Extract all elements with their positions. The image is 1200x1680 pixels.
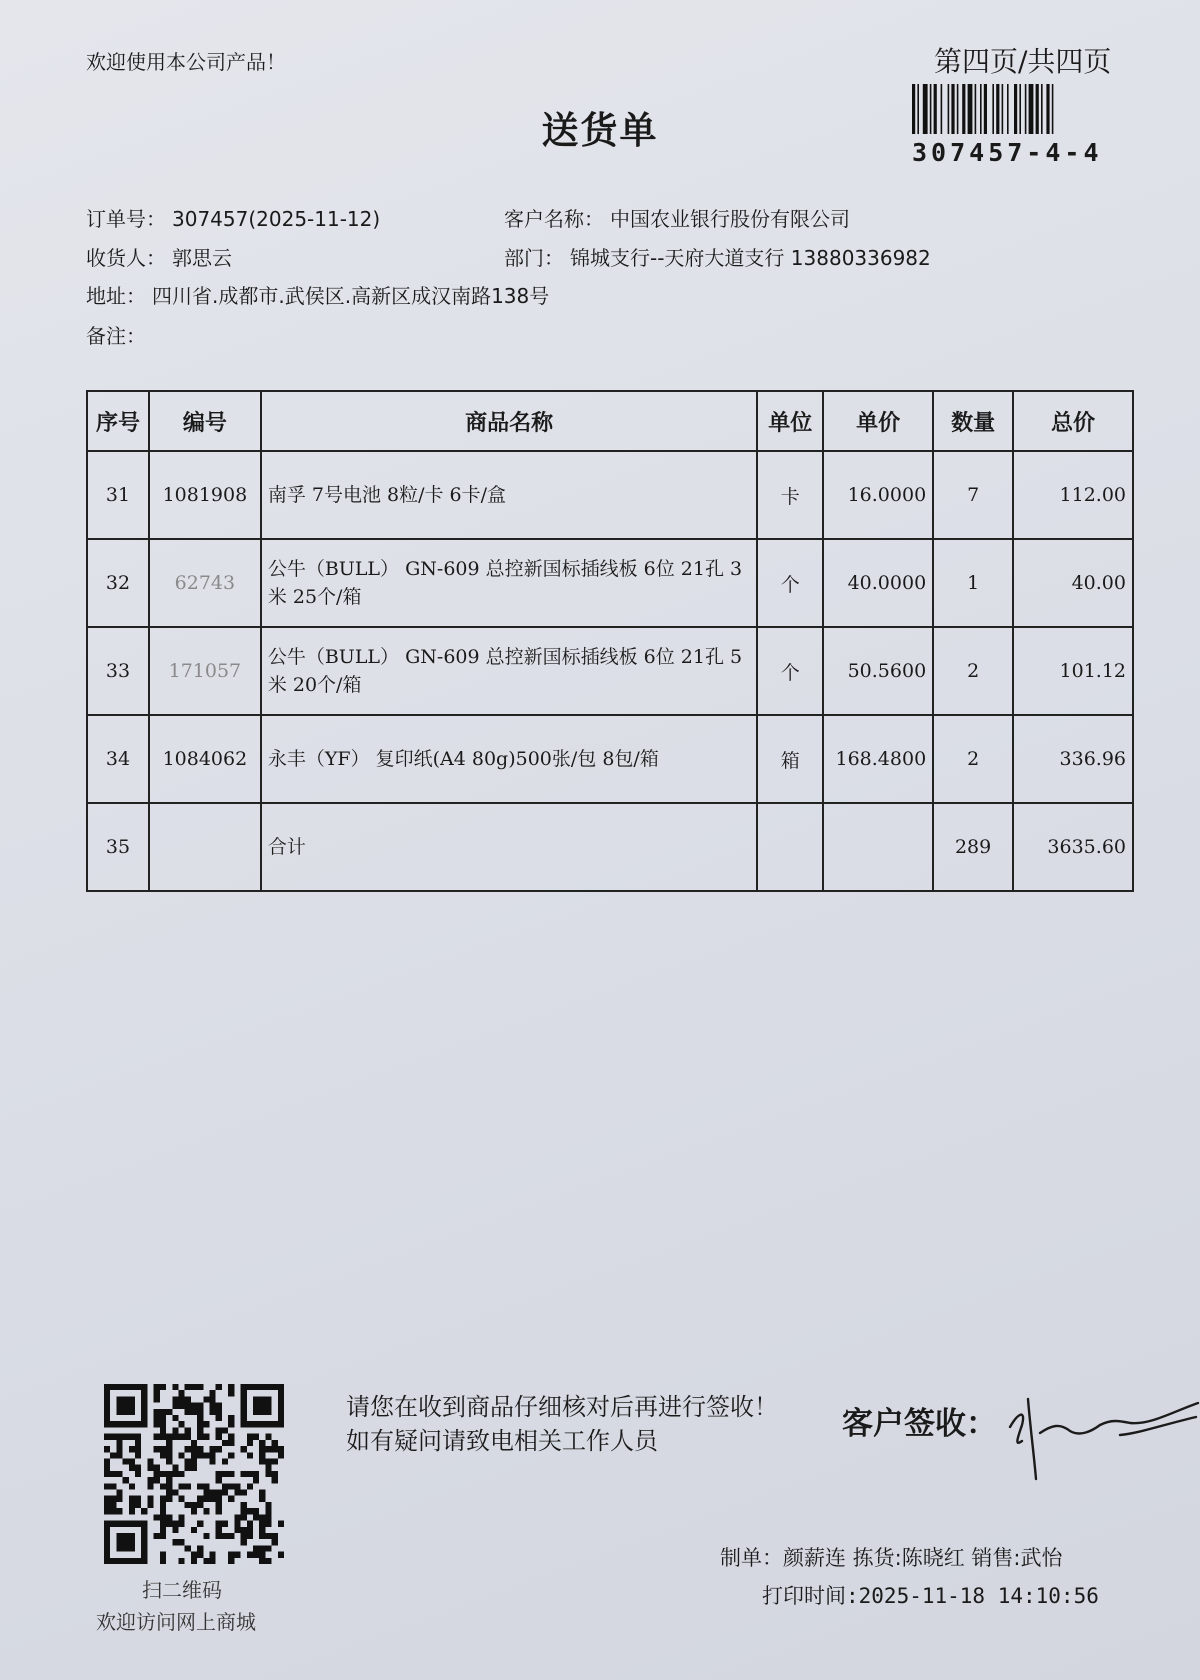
- cell-unit: [757, 803, 823, 891]
- address: [86, 280, 549, 309]
- cell-unit: 个: [757, 627, 823, 715]
- col-header-total: 总价: [1013, 391, 1133, 451]
- cell-qty: 7: [933, 451, 1013, 539]
- cell-name: 南孚 7号电池 8粒/卡 6卡/盒: [261, 451, 757, 539]
- col-header-seq: 序号: [87, 391, 149, 451]
- cell-qty: 1: [933, 539, 1013, 627]
- cell-price: [823, 803, 933, 891]
- department: [504, 242, 931, 271]
- welcome-text: 欢迎使用本公司产品！: [86, 50, 286, 74]
- cell-total: 101.12: [1013, 627, 1133, 715]
- cell-code: [149, 803, 261, 891]
- cell-seq: 32: [87, 539, 149, 627]
- staff-line: 制单：颜薪连 拣货:陈晓红 销售:武怡: [720, 1546, 1063, 1570]
- order-label: 订单号：: [86, 207, 166, 231]
- table-row: [87, 627, 1133, 715]
- cell-price: 40.0000: [823, 539, 933, 627]
- cell-qty: 289: [933, 803, 1013, 891]
- receiver-label: 收货人：: [86, 246, 166, 270]
- cell-name: 公牛（BULL） GN-609 总控新国标插线板 6位 21孔 3米 25个/箱: [261, 539, 757, 627]
- table-total-row: [87, 803, 1133, 891]
- order-value: 307457(2025-11-12): [172, 207, 381, 231]
- items-table: [86, 390, 1134, 892]
- customer-label: 客户名称：: [504, 207, 604, 231]
- cell-total: 40.00: [1013, 539, 1133, 627]
- table-row: [87, 451, 1133, 539]
- cell-code: 1081908: [149, 451, 261, 539]
- cell-qty: 2: [933, 715, 1013, 803]
- cell-seq: 31: [87, 451, 149, 539]
- table-header-row: [87, 391, 1133, 451]
- address-label: 地址：: [86, 284, 146, 308]
- address-value: 四川省.成都市.武侯区.高新区成汉南路138号: [152, 284, 550, 308]
- department-value: 锦城支行--天府大道支行 13880336982: [570, 246, 931, 270]
- cell-code: 171057: [149, 627, 261, 715]
- cell-name: 合计: [261, 803, 757, 891]
- remark-label: 备注：: [86, 324, 146, 348]
- cell-seq: 35: [87, 803, 149, 891]
- remark: [86, 320, 152, 349]
- qr-code-icon[interactable]: [104, 1384, 284, 1564]
- col-header-code: 编号: [149, 391, 261, 451]
- cell-seq: 33: [87, 627, 149, 715]
- cell-qty: 2: [933, 627, 1013, 715]
- col-header-unit: 单位: [757, 391, 823, 451]
- qr-caption-scan: 扫二维码: [142, 1578, 222, 1602]
- table-row: [87, 539, 1133, 627]
- cell-name: 永丰（YF） 复印纸(A4 80g)500张/包 8包/箱: [261, 715, 757, 803]
- col-header-qty: 数量: [933, 391, 1013, 451]
- cell-seq: 34: [87, 715, 149, 803]
- barcode-number: 307457-4-4: [912, 138, 1103, 167]
- cell-unit: 个: [757, 539, 823, 627]
- cell-total: 3635.60: [1013, 803, 1133, 891]
- customer-value: 中国农业银行股份有限公司: [610, 207, 850, 231]
- table-row: [87, 715, 1133, 803]
- cell-code: 62743: [149, 539, 261, 627]
- cell-price: 16.0000: [823, 451, 933, 539]
- cell-total: 336.96: [1013, 715, 1133, 803]
- customer-name: [504, 203, 850, 232]
- cell-price: 50.5600: [823, 627, 933, 715]
- signing-notice: 请您在收到商品仔细核对后再进行签收！如有疑问请致电相关工作人员: [346, 1393, 778, 1455]
- department-label: 部门：: [504, 246, 564, 270]
- cell-unit: 卡: [757, 451, 823, 539]
- col-header-name: 商品名称: [261, 391, 757, 451]
- qr-caption-store: 欢迎访问网上商城: [96, 1610, 256, 1634]
- page-title: 送货单: [541, 109, 659, 152]
- cell-code: 1084062: [149, 715, 261, 803]
- handwritten-signature: [1000, 1375, 1200, 1485]
- receiver-value: 郭思云: [172, 246, 232, 270]
- receiver: [86, 242, 232, 271]
- print-time: 打印时间:2025-11-18 14:10:56: [762, 1584, 1099, 1608]
- cell-price: 168.4800: [823, 715, 933, 803]
- cell-unit: 箱: [757, 715, 823, 803]
- order-number: [86, 203, 380, 232]
- customer-sign-label: 客户签收：: [842, 1406, 997, 1442]
- page-indicator: 第四页/共四页: [934, 45, 1112, 78]
- cell-name: 公牛（BULL） GN-609 总控新国标插线板 6位 21孔 5米 20个/箱: [261, 627, 757, 715]
- cell-total: 112.00: [1013, 451, 1133, 539]
- col-header-price: 单价: [823, 391, 933, 451]
